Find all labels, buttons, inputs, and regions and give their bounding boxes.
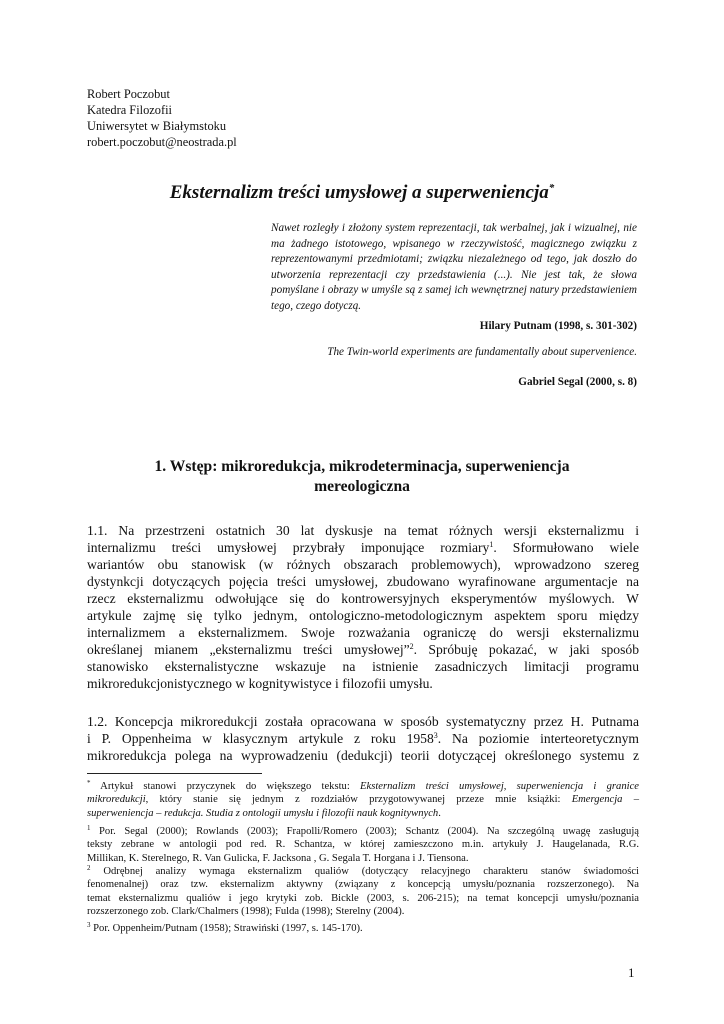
p2-text: i P. Oppenheima w klasycznym artykule z roku 1958 [87,731,434,746]
footnote-mark: 3 [87,921,91,929]
footnote-text: Artykuł stanowi przyczynek do większego tekstu: [90,781,361,792]
author-email: robert.poczobut@neostrada.pl [87,135,237,149]
p1-text: internalizmu treści umysłowej przybrały imponujące rozmiary [87,540,490,555]
paragraph-1-1 [87,522,639,692]
author-name: Robert Poczobut [87,87,170,101]
footnote-line [87,780,639,793]
paragraph-1-2 [87,713,639,764]
footnote-line [87,825,639,838]
footnote-line: fenomenalnej) oraz tzw. eksternalizm aktywny (związany z koncepcją umysłu/poznania rozszerzonego). Na [87,879,639,891]
footnote-text: Por. Oppenheim/Putnam (1958); Strawiński (1997, s. 145-170). [90,923,363,934]
author-block [87,86,237,150]
footnote-text-italic: superweniencja – redukcja. Studia z ontologii umysłu i filozofii nauk kognitywnych [87,807,439,819]
footnote-text: Odrębnej analizy wymaga eksternalizm qualiów (dotyczący relacyjnego charakteru stanów świadomości [90,866,639,877]
p1-line: wariantów obu stanowisk (w różnych obszarach problemowych), wprowadzono szereg [87,557,639,572]
section-heading-line2: mereologiczna [314,478,410,495]
footnote-mark: 1 [87,824,91,832]
p1-text: określanej mianem „eksternalizmu treści umysłowej” [87,642,410,657]
p1-text: . Spróbuję pokazać, w jaki sposób [413,642,639,657]
p1-line: stanowisko eksternalistyczne wskazuje na istnienie zasadniczych limitacji programu [87,659,639,674]
footnote-line: teksty zebrane w antologii pod red. R. Schantza, w której zamieszczono m.in. artykuły J. Haugelanada, R.G. [87,839,639,851]
motto-putnam-citation: Hilary Putnam (1998, s. 301-302) [479,320,637,332]
p1-line: 1.1. Na przestrzeni ostatnich 30 lat dyskusje na temat różnych wersji eksternalizmu i [87,523,639,538]
footnote-ref-3: 3 [433,731,438,740]
footnote-2 [87,865,639,919]
footnote-ref-2: 2 [409,642,414,651]
p1-line: dystynkcji dotyczących pojęcia treści umysłowej, zbudowano wyrafinowane argumentacje na [87,574,639,589]
author-university: Uniwersytet w Białymstoku [87,119,227,133]
footnote-1 [87,825,639,865]
paper-title-text: Eksternalizm treści umysłowej a superweniencja [169,182,549,203]
p2-text: . Na poziomie interteoretycznym [437,731,640,746]
p1-line [87,641,639,658]
footnote-line: Millikan, K. Sterelnego, R. Van Gulicka, F. Jacksona , G. Segala T. Horgana i J. Tiensona. [87,852,469,864]
p1-line: artykule zajmę się tylko jednym, ontologiczno-metodologicznym aspektem sporu między [87,608,639,623]
motto-segal-citation: Gabriel Segal (2000, s. 8) [518,376,637,388]
footnote-line [87,807,639,820]
footnote-line: temat eksternalizmu qualiów i jego krytyki zob. Bickle (2003, s. 206-215); na temat koncepcji umysłu/poznania [87,892,639,904]
motto-segal: The Twin-world experiments are fundamentally about supervenience. [327,346,637,358]
p1-line [87,539,639,556]
page-number: 1 [628,965,635,980]
p1-line: rzecz eksternalizmu odwołujące się do kontrowersyjnych eksperymentów myślowych. W [87,591,639,606]
section-heading [87,457,637,497]
footnote-text: Por. Segal (2000); Rowlands (2003); Frapolli/Romero (2003); Schantz (2004). Na szczególną uwagę zasługują [90,826,639,837]
footnote-mark: 2 [87,864,91,872]
title-footnote-mark: * [548,182,555,194]
footnote-mark: * [87,779,91,787]
footnote-ref-1: 1 [489,540,494,549]
footnote-line [87,865,639,878]
footnote-line [87,922,639,935]
section-heading-line1: 1. Wstęp: mikroredukcja, mikrodeterminacja, superweniencja [154,458,570,475]
footnote-text: . [438,807,441,819]
p1-line: internalizmem a eksternalizmem. Swoje rozważania ograniczę do wersji eksternalizmu [87,625,639,640]
footnote-line [87,793,639,806]
footnote-divider [87,773,262,774]
author-department: Katedra Filozofii [87,103,172,117]
motto-putnam: Nawet rozległy i złożony system reprezentacji, tak werbalnej, jak i wizualnej, nie ma żadnego istotowego, wpisanego w rzeczywistość, magicznego związku z reprezentowanymi przedmiotami; związku niezależnego od tego, jak doszło do utworzenia reprezentacji czy przedstawienia (...). Nie jest tak, że słowa pomyślane i obrazy w umyśle są z samej ich wewnętrznej natury przedstawieniem tego, czego dotyczą. [271,222,637,312]
footnote-line: rozszerzonego zob. Clark/Chalmers (1998); Fulda (1998); Sterelny (2004). [87,906,405,918]
p1-line: mikroredukcjonistycznego w kognitywistyce i filozofii umysłu. [87,676,433,691]
p1-text: . Sformułowano wiele [493,540,639,555]
p2-line: mikroredukcja polega na wyprowadzeniu (dedukcji) teorii dotyczącej określonego systemu z [87,748,639,763]
p2-line: 1.2. Koncepcja mikroredukcji została opracowana w sposób systematyczny przez H. Putnama [87,714,639,729]
footnote-text-italic: Emergencja – [571,794,639,806]
footnote-text: , który stanie się jednym z rozdziałów przygotowywanej przeze mnie książki: [145,794,572,806]
footnote-3 [87,922,639,935]
paper-title [87,182,637,204]
p2-line [87,730,639,747]
footnote-star [87,780,639,820]
footnote-text-italic: Eksternalizm treści umysłowej, superweniencja i granice [360,781,639,792]
footnote-text-italic: mikroredukcji [87,794,146,806]
